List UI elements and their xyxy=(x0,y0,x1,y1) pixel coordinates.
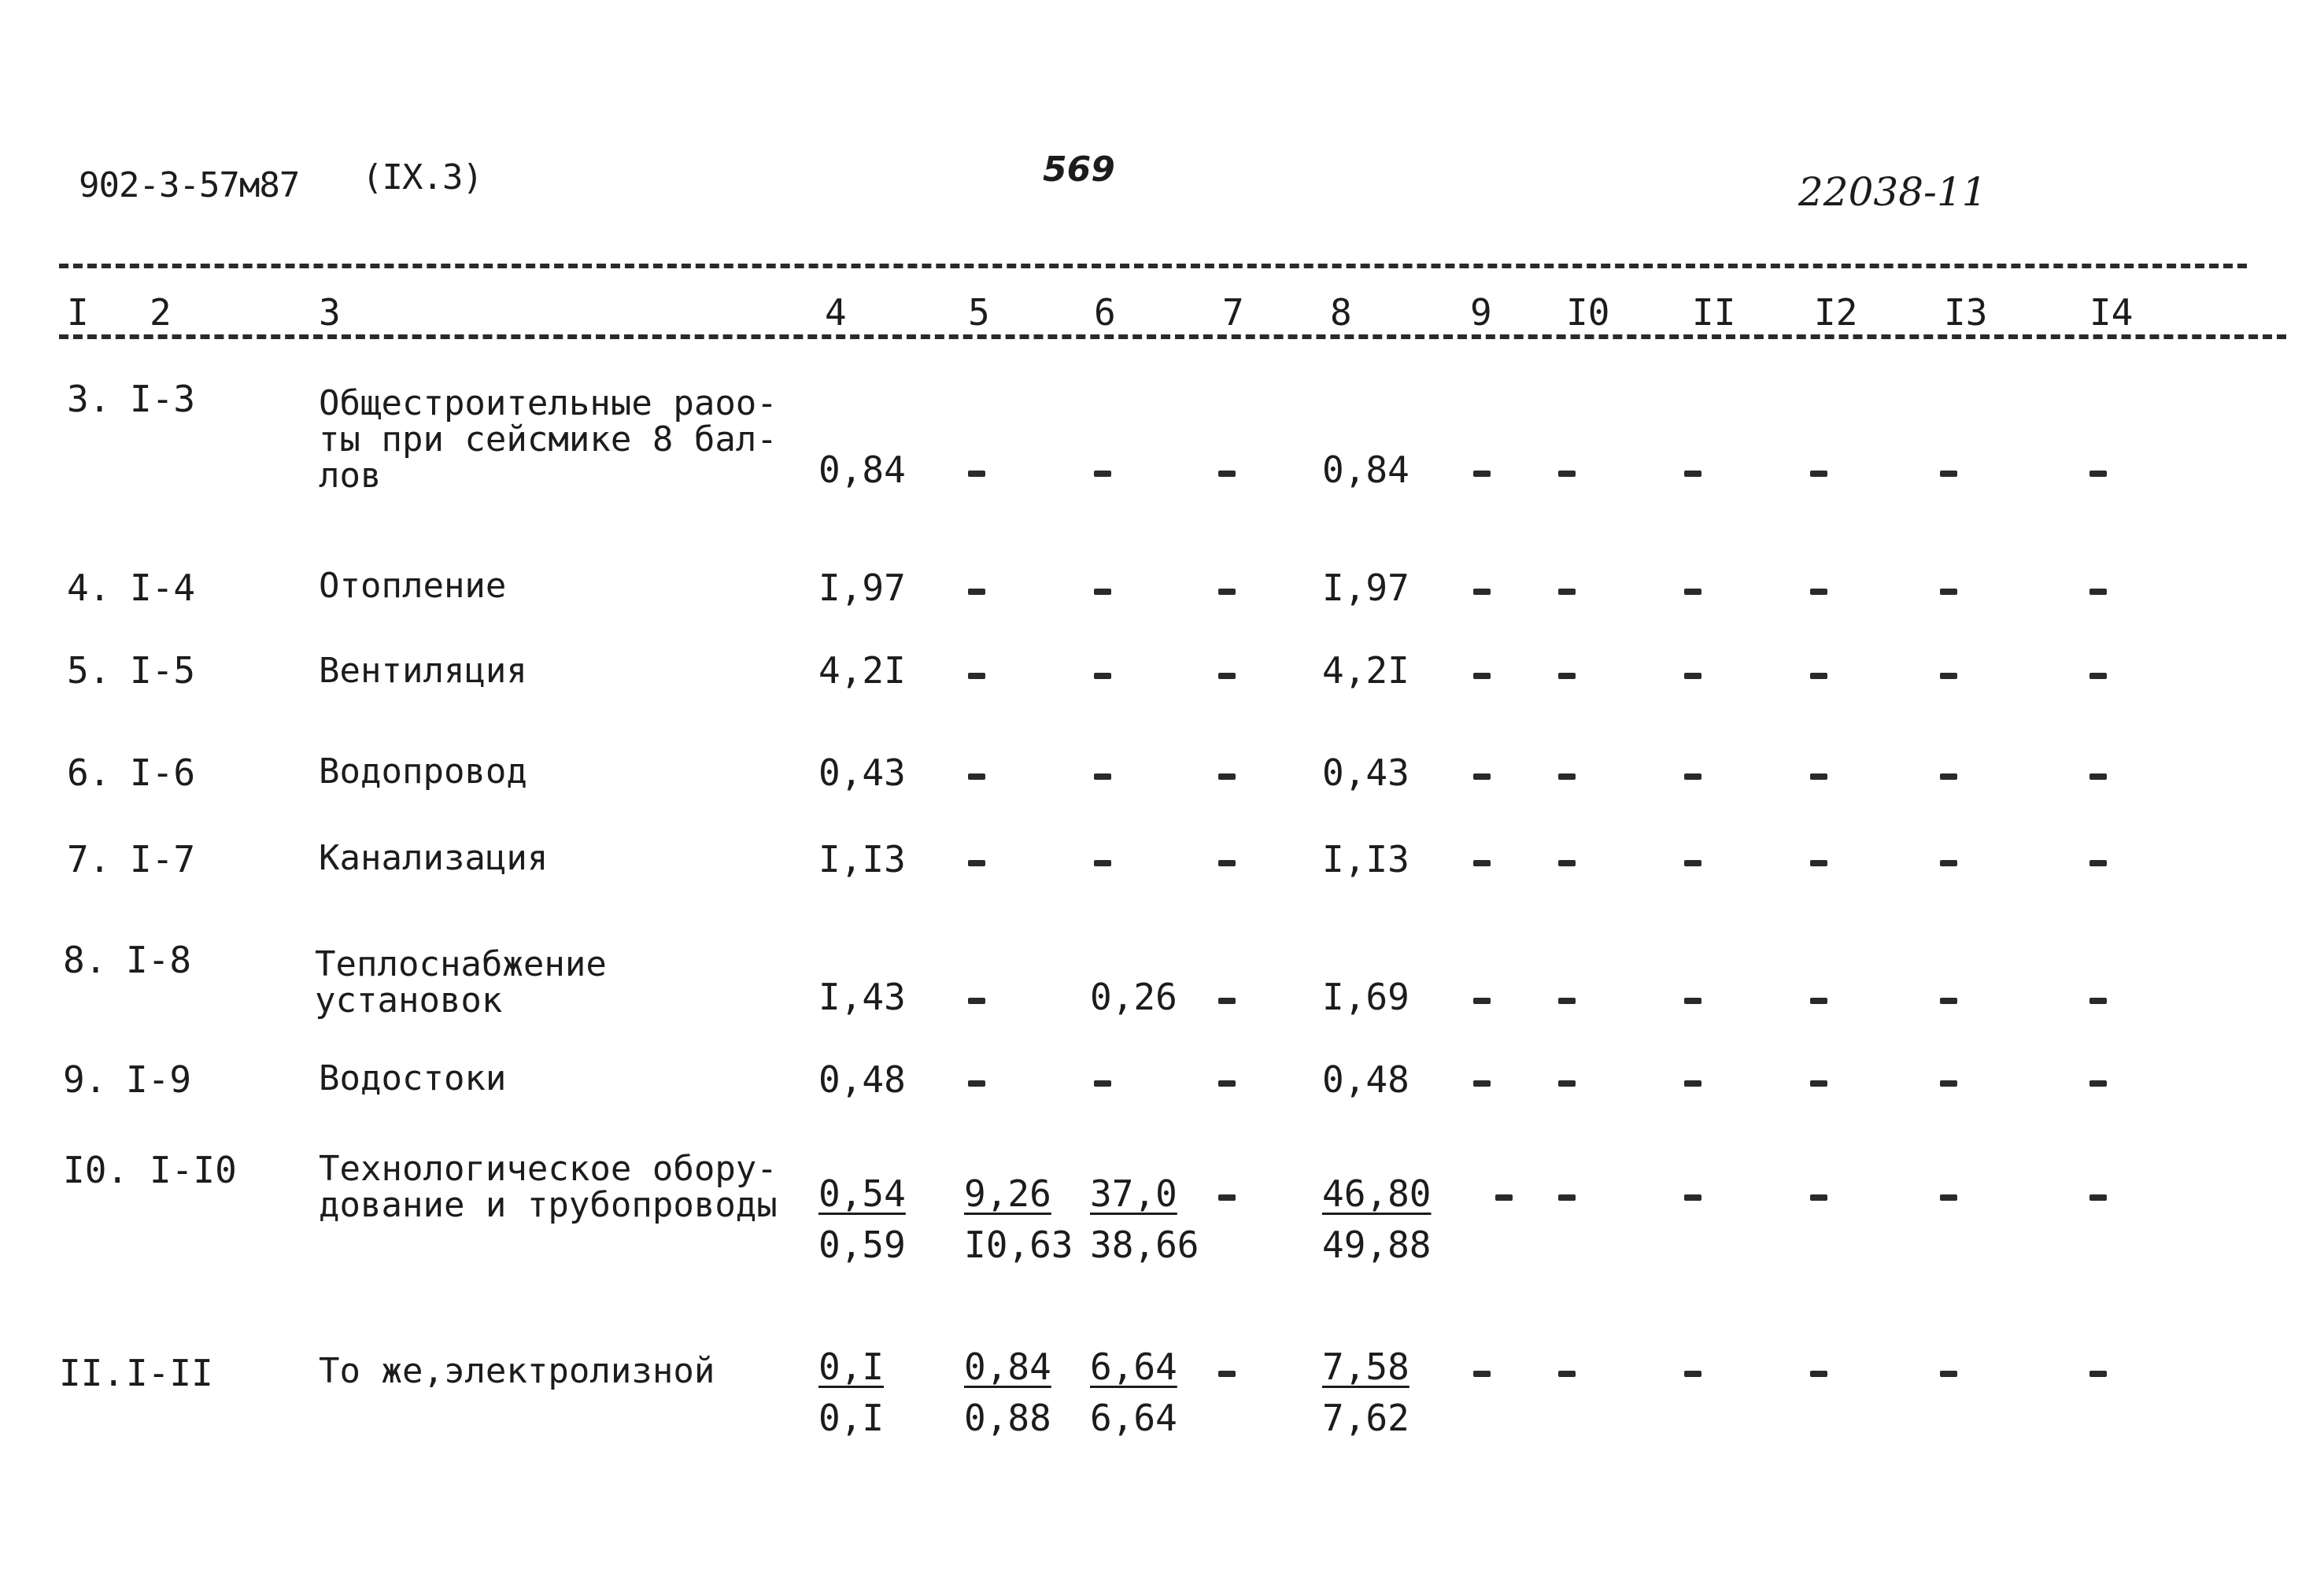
empty-dash xyxy=(2089,589,2107,595)
top-rule xyxy=(59,264,2247,268)
document-code: 902-3-57м87 xyxy=(79,165,300,205)
value-col6-numerator: 6,64 xyxy=(1090,1346,1177,1388)
row-number: II. xyxy=(59,1352,125,1394)
empty-dash xyxy=(2089,471,2107,477)
empty-dash xyxy=(1558,773,1576,780)
empty-dash xyxy=(1094,673,1111,679)
value-col4: 0,43 xyxy=(818,751,906,794)
column-number: 3 xyxy=(319,291,341,334)
value-col4-numerator: 0,54 xyxy=(818,1172,906,1215)
empty-dash xyxy=(1684,998,1701,1004)
row-code: I-6 xyxy=(130,751,196,794)
empty-dash xyxy=(2089,1194,2107,1201)
column-number: I4 xyxy=(2089,291,2134,334)
row-code: I-3 xyxy=(130,378,196,420)
row-number: 6. xyxy=(67,751,111,794)
value-col4: 4,2I xyxy=(818,649,906,692)
value-col5-denominator: I0,63 xyxy=(964,1224,1073,1266)
empty-dash xyxy=(1558,471,1576,477)
empty-dash xyxy=(968,773,985,780)
row-number: 8. xyxy=(63,939,107,981)
value-col8: 0,48 xyxy=(1322,1058,1410,1101)
row-code: I-4 xyxy=(130,567,196,609)
empty-dash xyxy=(1473,589,1491,595)
row-description: Технологическое обору- дование и трубопроводы xyxy=(319,1149,778,1225)
header-underline-rule xyxy=(59,334,2286,339)
row-code: I-5 xyxy=(130,649,196,692)
empty-dash xyxy=(1558,589,1576,595)
column-number: II xyxy=(1692,291,1736,334)
value-col6-denominator: 38,66 xyxy=(1090,1224,1199,1266)
column-number: I0 xyxy=(1566,291,1610,334)
empty-dash xyxy=(1558,673,1576,679)
empty-dash xyxy=(1218,673,1236,679)
value-col4-numerator: 0,I xyxy=(818,1346,885,1388)
empty-dash xyxy=(1810,860,1827,866)
empty-dash xyxy=(1684,589,1701,595)
empty-dash xyxy=(1940,860,1957,866)
value-col8: I,I3 xyxy=(1322,838,1410,880)
empty-dash xyxy=(1940,471,1957,477)
empty-dash xyxy=(1473,1371,1491,1377)
empty-dash xyxy=(2089,1371,2107,1377)
value-col5-numerator: 9,26 xyxy=(964,1172,1051,1215)
row-description: Вентиляция xyxy=(319,651,527,691)
value-col5-numerator: 0,84 xyxy=(964,1346,1051,1388)
empty-dash xyxy=(1940,673,1957,679)
row-description: То же,электролизной xyxy=(319,1351,715,1391)
empty-dash xyxy=(1810,471,1827,477)
row-number: I0. xyxy=(63,1149,129,1191)
row-number: 7. xyxy=(67,838,111,880)
column-number: 6 xyxy=(1094,291,1116,334)
row-description: Канализация xyxy=(319,838,549,878)
empty-dash xyxy=(2089,860,2107,866)
empty-dash xyxy=(1473,773,1491,780)
empty-dash xyxy=(1940,589,1957,595)
page-number: 569 xyxy=(1043,150,1115,190)
empty-dash xyxy=(1810,673,1827,679)
empty-dash xyxy=(1495,1194,1513,1201)
value-col6-numerator: 37,0 xyxy=(1090,1172,1177,1215)
empty-dash xyxy=(1684,673,1701,679)
empty-dash xyxy=(1810,773,1827,780)
row-description: Теплоснабжение установок xyxy=(315,944,607,1021)
column-number: I2 xyxy=(1814,291,1858,334)
value-col4: 0,84 xyxy=(818,449,906,491)
empty-dash xyxy=(1810,589,1827,595)
row-description: Общестроительные раоо- ты при сейсмике 8 бал- лов xyxy=(319,383,778,496)
value-col8-numerator: 46,80 xyxy=(1322,1172,1432,1215)
row-description: Водостоки xyxy=(319,1058,507,1098)
row-code: I-II xyxy=(126,1352,213,1394)
empty-dash xyxy=(1558,998,1576,1004)
empty-dash xyxy=(968,673,985,679)
empty-dash xyxy=(1473,1080,1491,1087)
empty-dash xyxy=(1940,998,1957,1004)
empty-dash xyxy=(2089,673,2107,679)
empty-dash xyxy=(1094,471,1111,477)
empty-dash xyxy=(1473,471,1491,477)
row-code: I-8 xyxy=(126,939,192,981)
column-number: I xyxy=(67,291,89,334)
empty-dash xyxy=(1940,1194,1957,1201)
value-col5-denominator: 0,88 xyxy=(964,1397,1051,1439)
empty-dash xyxy=(1218,1080,1236,1087)
empty-dash xyxy=(1940,1080,1957,1087)
value-col4: I,97 xyxy=(818,567,906,609)
empty-dash xyxy=(1218,1371,1236,1377)
value-col6-denominator: 6,64 xyxy=(1090,1397,1177,1439)
column-number: 7 xyxy=(1222,291,1244,334)
empty-dash xyxy=(1218,1194,1236,1201)
empty-dash xyxy=(2089,1080,2107,1087)
empty-dash xyxy=(1558,1371,1576,1377)
empty-dash xyxy=(968,589,985,595)
row-description: Водопровод xyxy=(319,751,527,792)
value-col8-denominator: 49,88 xyxy=(1322,1224,1432,1266)
column-number: 8 xyxy=(1330,291,1352,334)
empty-dash xyxy=(1094,1080,1111,1087)
section-number: (IX.3) xyxy=(362,157,482,198)
value-col8: 0,84 xyxy=(1322,449,1410,491)
row-code: I-I0 xyxy=(150,1149,237,1191)
value-col8-denominator: 7,62 xyxy=(1322,1397,1410,1439)
empty-dash xyxy=(1558,1080,1576,1087)
empty-dash xyxy=(1218,773,1236,780)
row-code: I-7 xyxy=(130,838,196,880)
archive-number: 22038-11 xyxy=(1798,169,1987,215)
empty-dash xyxy=(1684,1371,1701,1377)
empty-dash xyxy=(1473,673,1491,679)
empty-dash xyxy=(1218,589,1236,595)
row-code: I-9 xyxy=(126,1058,192,1101)
column-number: 4 xyxy=(825,291,847,334)
value-col4-denominator: 0,59 xyxy=(818,1224,906,1266)
empty-dash xyxy=(1558,860,1576,866)
empty-dash xyxy=(1810,1080,1827,1087)
value-col6: 0,26 xyxy=(1090,976,1177,1018)
empty-dash xyxy=(1218,471,1236,477)
column-number: 5 xyxy=(968,291,990,334)
value-col8: 0,43 xyxy=(1322,751,1410,794)
column-number: I3 xyxy=(1944,291,1988,334)
row-number: 4. xyxy=(67,567,111,609)
empty-dash xyxy=(1810,998,1827,1004)
empty-dash xyxy=(1558,1194,1576,1201)
row-number: 9. xyxy=(63,1058,107,1101)
empty-dash xyxy=(1094,773,1111,780)
empty-dash xyxy=(1218,998,1236,1004)
empty-dash xyxy=(1094,860,1111,866)
empty-dash xyxy=(1684,1080,1701,1087)
empty-dash xyxy=(1684,860,1701,866)
empty-dash xyxy=(1810,1194,1827,1201)
empty-dash xyxy=(1684,1194,1701,1201)
row-number: 3. xyxy=(67,378,111,420)
empty-dash xyxy=(2089,773,2107,780)
empty-dash xyxy=(1810,1371,1827,1377)
column-number: 9 xyxy=(1470,291,1492,334)
value-col4: I,43 xyxy=(818,976,906,1018)
empty-dash xyxy=(1473,860,1491,866)
value-col4: 0,48 xyxy=(818,1058,906,1101)
value-col4-denominator: 0,I xyxy=(818,1397,885,1439)
empty-dash xyxy=(1940,773,1957,780)
empty-dash xyxy=(2089,998,2107,1004)
empty-dash xyxy=(1473,998,1491,1004)
empty-dash xyxy=(968,998,985,1004)
row-description: Отопление xyxy=(319,566,507,606)
empty-dash xyxy=(1094,589,1111,595)
value-col8-numerator: 7,58 xyxy=(1322,1346,1410,1388)
value-col8: 4,2I xyxy=(1322,649,1410,692)
empty-dash xyxy=(1684,773,1701,780)
row-number: 5. xyxy=(67,649,111,692)
empty-dash xyxy=(1940,1371,1957,1377)
empty-dash xyxy=(968,471,985,477)
value-col8: I,97 xyxy=(1322,567,1410,609)
value-col8: I,69 xyxy=(1322,976,1410,1018)
empty-dash xyxy=(1684,471,1701,477)
empty-dash xyxy=(968,1080,985,1087)
value-col4: I,I3 xyxy=(818,838,906,880)
empty-dash xyxy=(968,860,985,866)
empty-dash xyxy=(1218,860,1236,866)
column-number: 2 xyxy=(150,291,172,334)
